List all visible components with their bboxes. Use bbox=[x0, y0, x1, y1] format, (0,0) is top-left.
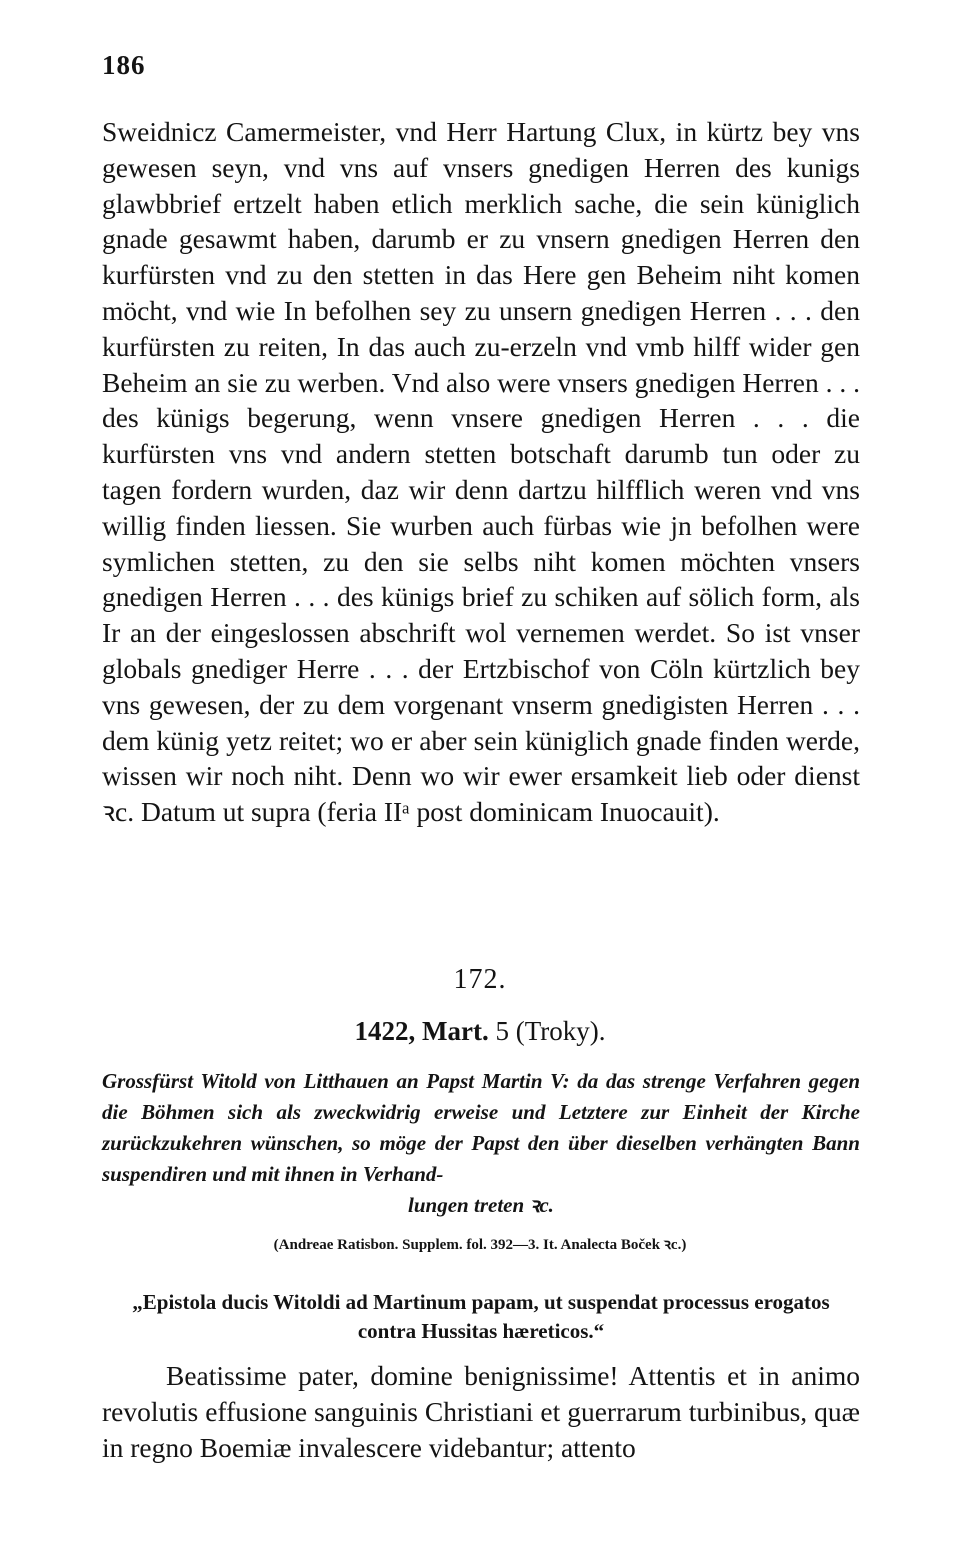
letter-paragraph: Beatissime pater, domine benignissime! Attentis et in animo revolutis effusione sanguinis Christiani et guerrarum turbinibus, quæ in regno Boemiæ invalescere videbantur; attento bbox=[102, 1360, 860, 1463]
date-year: 1422, bbox=[354, 1016, 416, 1046]
document-summary bbox=[102, 1066, 860, 1221]
body-text bbox=[102, 114, 860, 830]
source-reference: (Andreae Ratisbon. Supplem. fol. 392—3. It. Analecta Boček ꝛc.) bbox=[273, 1237, 687, 1253]
summary-text-end: lungen treten ꝛc. bbox=[408, 1193, 554, 1217]
letter-text bbox=[102, 1358, 860, 1466]
date-month: Mart. bbox=[422, 1016, 489, 1046]
date-day: 5 bbox=[495, 1016, 509, 1046]
summary-text: Grossfürst Witold von Litthauen an Papst Martin V: da das strenge Verfahren gegen die Böhmen sich als zweckwidrig erweise und Letztere zur Einheit der Kirche zurückzukehren wünschen, so möge der Papst den über dieselben verhängten Bann suspendiren und mit ihnen in Verhand- bbox=[102, 1069, 860, 1186]
page-number: 186 bbox=[102, 50, 146, 80]
document-caption: „Epistola ducis Witoldi ad Martinum papam, ut suspendat processus erogatos contra Hussitas hæreticos.“ bbox=[132, 1290, 830, 1343]
document-number: 172. bbox=[453, 964, 507, 995]
document-date bbox=[0, 1016, 960, 1047]
body-paragraph: Sweidnicz Camermeister, vnd Herr Hartung Clux, in kürtz bey vns gewesen seyn, vnd vns auf vnsers gnedigen Herren des kunigs glawbbrief ertzelt haben etlich merklich sache, die sein küniglich gnade gesawmt haben, darumb er zu vnsern gnedigen Herren den kurfürsten vnd zu den stetten in das Here gen Beheim niht komen möcht, vnd wie In befolhen sey zu unsern gnedigen Herren . . . den kurfürsten zu reiten, In das auch zu-erzeln vnd vmb hilff wider gen Beheim an sie zu werben. Vnd also were vnsers gnedigen Herren . . . des künigs begerung, wenn vnsere gnedigen Herren . . . die kurfürsten vns vnd andern stetten botschaft darumb tun oder zu tagen fordern wurden, daz wir denn dartzu hilfflich weren vnd vns willig finden liessen. Sie wurben auch fürbas wie jn befolhen were symlichen stetten, zu den sie selbs niht komen möchten vnsers gnedigen Herren . . . des künigs brief zu schiken auf sölich form, als Ir an der eingeslossen abschrift wol vernemen werdet. So ist vnser globals gnediger Herre . . . der Ertzbischof von Cöln kürtzlich bey vns gewesen, der zu dem vorgenant vnserm gnedigisten Herren . . . dem künig yetz reitet; wo er aber sein küniglich gnade finden werde, wissen wir noch niht. Denn wo wir ewer ersamkeit lieb oder dienst ꝛc. Datum ut supra (feria IIᵃ post dominicam Inuocauit). bbox=[102, 116, 860, 828]
date-place: (Troky). bbox=[515, 1016, 606, 1046]
